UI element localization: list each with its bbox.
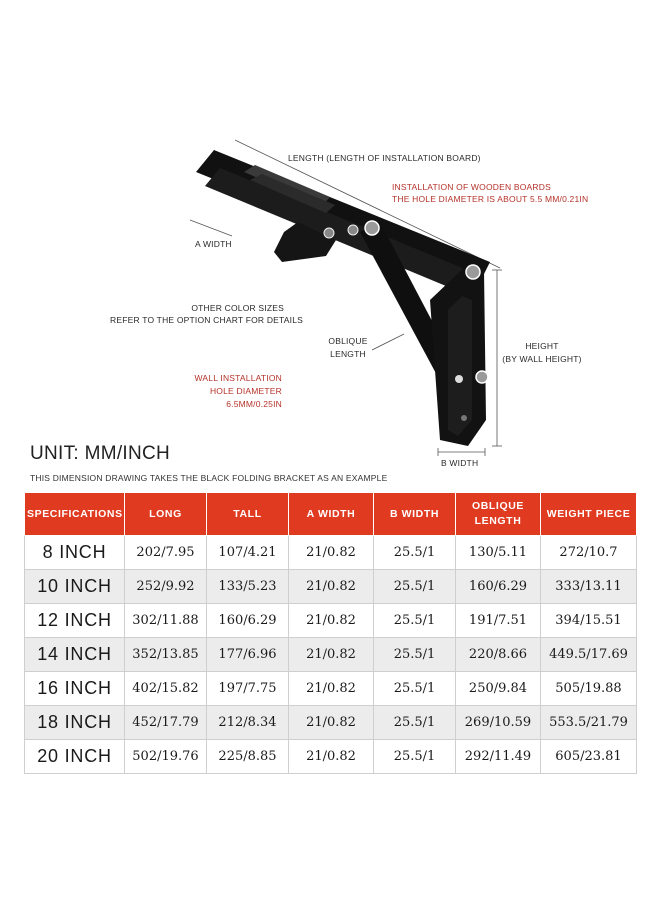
other-sizes-note-line1: OTHER COLOR SIZES (191, 303, 284, 313)
table-cell: 21/0.82 (289, 536, 374, 570)
table-cell: 452/17.79 (125, 706, 207, 740)
table-cell: 21/0.82 (289, 672, 374, 706)
table-cell: 160/6.29 (456, 570, 541, 604)
bracket-top-arm (196, 150, 490, 296)
table-cell: 21/0.82 (289, 604, 374, 638)
length-label: LENGTH (LENGTH OF INSTALLATION BOARD) (288, 153, 481, 163)
table-cell-spec: 8 INCH (25, 536, 125, 570)
bracket-wall-plate (430, 262, 488, 446)
table-cell: 252/9.92 (125, 570, 207, 604)
height-label-line2: (BY WALL HEIGHT) (502, 354, 582, 364)
table-cell-spec: 12 INCH (25, 604, 125, 638)
table-cell: 177/6.96 (207, 638, 289, 672)
a-width-label: A WIDTH (195, 239, 232, 249)
table-header-row (25, 493, 637, 536)
table-cell: 292/11.49 (456, 740, 541, 774)
table-cell: 25.5/1 (374, 706, 456, 740)
table-cell: 333/13.11 (541, 570, 637, 604)
table-cell: 160/6.29 (207, 604, 289, 638)
wooden-board-note-line1: INSTALLATION OF WOODEN BOARDS (392, 182, 551, 192)
specification-table (24, 492, 637, 774)
table-row (25, 570, 637, 604)
table-cell: 212/8.34 (207, 706, 289, 740)
header-weight-piece: WEIGHT PIECE (541, 493, 637, 536)
table-cell-spec: 14 INCH (25, 638, 125, 672)
wall-hole-note-line1: WALL INSTALLATION (194, 373, 282, 383)
a-width-dimension-line (190, 220, 232, 236)
table-cell: 505/19.88 (541, 672, 637, 706)
table-cell: 25.5/1 (374, 740, 456, 774)
header-tall: TALL (207, 493, 289, 536)
table-cell: 21/0.82 (289, 706, 374, 740)
table-cell: 25.5/1 (374, 672, 456, 706)
table-cell: 449.5/17.69 (541, 638, 637, 672)
table-row (25, 638, 637, 672)
table-cell: 352/13.85 (125, 638, 207, 672)
oblique-length-label-line1: OBLIQUE (328, 336, 368, 346)
header-oblique-length: OBLIQUE LENGTH (456, 493, 541, 536)
header-long: LONG (125, 493, 207, 536)
table-cell: 25.5/1 (374, 570, 456, 604)
table-cell: 21/0.82 (289, 638, 374, 672)
other-sizes-note-line2: REFER TO THE OPTION CHART FOR DETAILS (110, 315, 304, 325)
unit-title: UNIT: MM/INCH (30, 443, 171, 464)
table-cell: 272/10.7 (541, 536, 637, 570)
table-cell-spec: 20 INCH (25, 740, 125, 774)
table-row (25, 740, 637, 774)
table-row (25, 672, 637, 706)
table-cell: 605/23.81 (541, 740, 637, 774)
b-width-label: B WIDTH (441, 458, 479, 468)
table-cell: 502/19.76 (125, 740, 207, 774)
header-specifications: SPECIFICATIONS (25, 493, 125, 536)
table-cell: 191/7.51 (456, 604, 541, 638)
wall-hole-note-line3: 6.5MM/0.25IN (226, 399, 282, 409)
table-cell-spec: 16 INCH (25, 672, 125, 706)
unit-note: THIS DIMENSION DRAWING TAKES THE BLACK FOLDING BRACKET AS AN EXAMPLE (30, 473, 388, 483)
table-cell: 553.5/21.79 (541, 706, 637, 740)
table-cell: 25.5/1 (374, 638, 456, 672)
table-cell: 302/11.88 (125, 604, 207, 638)
table-cell: 107/4.21 (207, 536, 289, 570)
table-cell: 220/8.66 (456, 638, 541, 672)
table-row (25, 536, 637, 570)
table-cell: 250/9.84 (456, 672, 541, 706)
table-cell: 269/10.59 (456, 706, 541, 740)
wooden-board-note-line2: THE HOLE DIAMETER IS ABOUT 5.5 MM/0.21IN (392, 194, 589, 204)
table-cell: 197/7.75 (207, 672, 289, 706)
wall-hole-note-line2: HOLE DIAMETER (209, 386, 282, 396)
table-cell: 133/5.23 (207, 570, 289, 604)
table-row (25, 604, 637, 638)
table-cell: 21/0.82 (289, 570, 374, 604)
table-cell: 402/15.82 (125, 672, 207, 706)
oblique-length-label-line2: LENGTH (330, 349, 366, 359)
table-cell: 202/7.95 (125, 536, 207, 570)
table-cell: 25.5/1 (374, 536, 456, 570)
table-row (25, 706, 637, 740)
table-cell: 394/15.51 (541, 604, 637, 638)
table-cell: 25.5/1 (374, 604, 456, 638)
table-cell: 225/8.85 (207, 740, 289, 774)
table-cell: 21/0.82 (289, 740, 374, 774)
table-cell: 130/5.11 (456, 536, 541, 570)
header-a-width: A WIDTH (289, 493, 374, 536)
height-label-line1: HEIGHT (525, 341, 559, 351)
table-cell-spec: 10 INCH (25, 570, 125, 604)
header-b-width: B WIDTH (374, 493, 456, 536)
table-cell-spec: 18 INCH (25, 706, 125, 740)
